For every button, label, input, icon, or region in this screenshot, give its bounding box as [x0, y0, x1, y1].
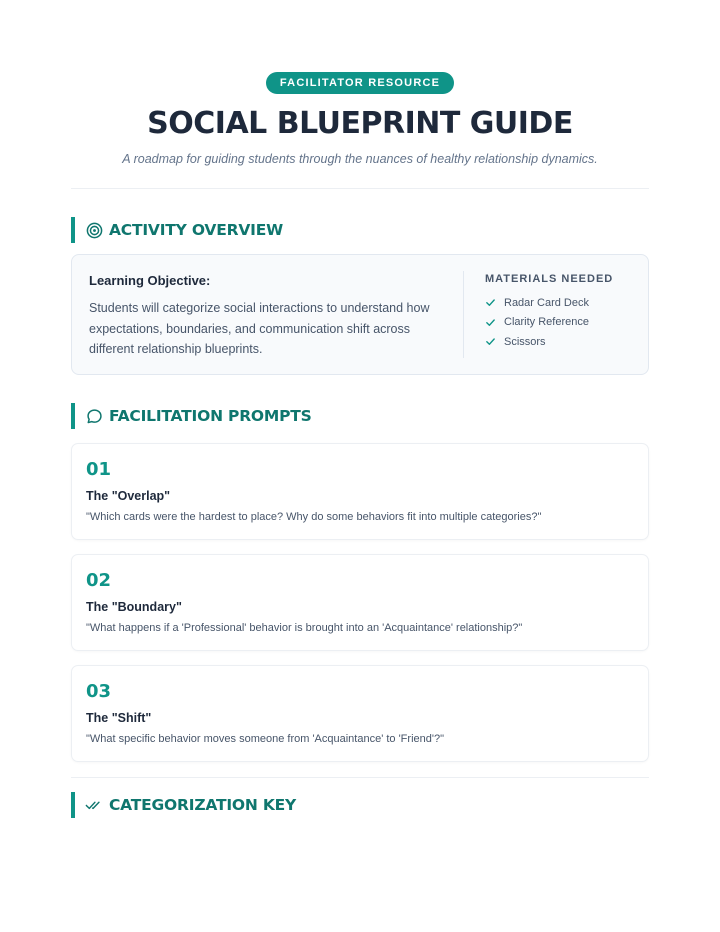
prompt-number: 03 — [86, 681, 112, 702]
resource-badge: FACILITATOR RESOURCE — [266, 72, 454, 94]
objective-text: Students will categorize social interactions to understand how expectations, boundaries, and communication shift across different relationship blueprints. — [89, 301, 430, 356]
objective-label: Learning Objective: — [89, 273, 211, 288]
chat-bubble-icon — [85, 407, 103, 425]
section-title: ACTIVITY OVERVIEW — [109, 221, 283, 239]
header — [71, 0, 649, 166]
check-icon — [485, 297, 496, 308]
prompt-number: 01 — [86, 459, 112, 480]
prompt-text: "Which cards were the hardest to place? Why do some behaviors fit into multiple categories?" — [86, 511, 542, 523]
prompt-list — [71, 443, 649, 762]
material-label: Scissors — [504, 335, 546, 348]
prompt-text: "What happens if a 'Professional' behavior is brought into an 'Acquaintance' relationship?" — [86, 622, 523, 634]
divider — [71, 777, 649, 778]
page-subtitle: A roadmap for guiding students through the nuances of healthy relationship dynamics. — [122, 152, 598, 166]
prompt-title: The "Shift" — [86, 711, 152, 725]
overview-card — [71, 254, 649, 375]
prompt-card — [71, 443, 649, 540]
page-title: SOCIAL BLUEPRINT GUIDE — [147, 106, 573, 141]
prompt-title: The "Boundary" — [86, 600, 182, 614]
divider — [71, 188, 649, 189]
section-heading-categorization-key — [71, 792, 649, 818]
section-heading-activity-overview — [71, 217, 649, 243]
check-icon — [485, 336, 496, 347]
materials-heading: MATERIALS NEEDED — [485, 273, 614, 285]
prompt-card — [71, 554, 649, 651]
material-label: Clarity Reference — [504, 316, 589, 329]
target-icon — [85, 221, 103, 239]
prompt-number: 02 — [86, 570, 112, 591]
section-title: CATEGORIZATION KEY — [109, 796, 297, 814]
materials-needed — [464, 271, 648, 358]
section-title: FACILITATION PROMPTS — [109, 407, 312, 425]
prompt-text: "What specific behavior moves someone from 'Acquaintance' to 'Friend'?" — [86, 733, 444, 745]
list-item — [485, 313, 648, 333]
list-item — [485, 293, 648, 313]
materials-list — [485, 293, 648, 352]
section-heading-facilitation-prompts — [71, 403, 649, 429]
double-check-icon — [85, 796, 103, 814]
material-label: Radar Card Deck — [504, 296, 589, 309]
learning-objective — [72, 271, 464, 358]
prompt-card — [71, 665, 649, 762]
check-icon — [485, 317, 496, 328]
list-item — [485, 332, 648, 352]
prompt-title: The "Overlap" — [86, 489, 171, 503]
